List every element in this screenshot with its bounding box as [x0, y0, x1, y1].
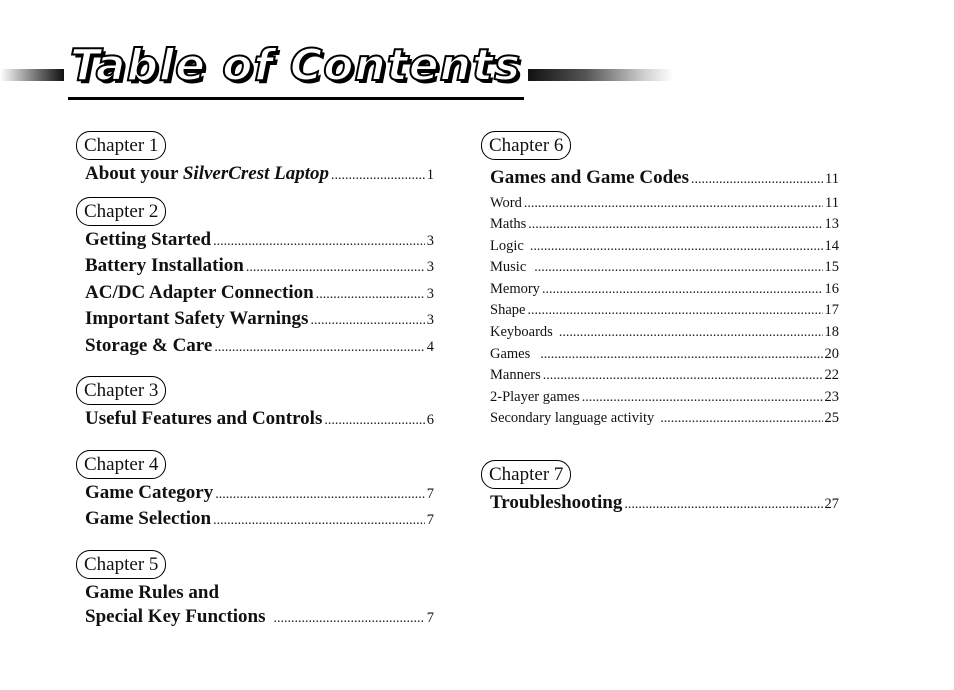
- toc-subentry[interactable]: [490, 365, 839, 387]
- page-number: 11: [825, 194, 839, 211]
- leader-dots: [528, 215, 822, 236]
- chapter-2-tag: Chapter 2: [76, 197, 166, 226]
- entry-label: Important Safety Warnings: [85, 308, 309, 329]
- chapter-5-section: [76, 550, 434, 632]
- toc-subentry[interactable]: [490, 387, 839, 409]
- entry-label: Memory: [490, 280, 540, 297]
- toc-entry[interactable]: [490, 491, 839, 518]
- toc-entry[interactable]: [85, 307, 434, 334]
- page-number: 6: [426, 412, 434, 428]
- leader-dots: [215, 483, 425, 508]
- chapter-7-tag: Chapter 7: [481, 460, 571, 489]
- chapter-3-section: [76, 376, 434, 434]
- toc-subentry[interactable]: [490, 344, 839, 366]
- title-underline: [68, 97, 524, 100]
- toc-left-column: [76, 131, 434, 632]
- page-number: 17: [824, 302, 839, 319]
- leader-dots: [213, 509, 425, 534]
- page-number: 27: [824, 496, 839, 513]
- title-bar-right: [528, 69, 673, 81]
- toc-subentry[interactable]: [490, 322, 839, 344]
- page-title: Table of Contents: [70, 40, 522, 91]
- toc-entry[interactable]: [85, 162, 434, 189]
- page-number: 16: [824, 280, 839, 297]
- page-number: 23: [824, 388, 839, 405]
- page-number: 20: [824, 345, 839, 362]
- entry-label: Maths: [490, 216, 527, 233]
- toc-subentry[interactable]: [490, 408, 839, 430]
- toc-entry[interactable]: [85, 281, 434, 308]
- entry-label: Game Selection: [85, 508, 212, 529]
- entry-label: Logic: [490, 237, 524, 254]
- toc-entry[interactable]: [85, 334, 434, 361]
- title-bar-left: [0, 69, 64, 81]
- toc-subentry[interactable]: [490, 193, 839, 215]
- leader-dots: [316, 283, 425, 308]
- entry-label: Game Category: [85, 481, 214, 503]
- entry-label: Games and Game Codes: [490, 167, 689, 188]
- entry-label: Word: [490, 194, 522, 211]
- toc-entry-line1[interactable]: [85, 581, 434, 606]
- page-number: 11: [825, 171, 839, 187]
- chapter-1-tag: Chapter 1: [76, 131, 166, 160]
- entry-label: Music: [490, 259, 527, 276]
- leader-dots: [540, 345, 822, 366]
- toc-entry[interactable]: [85, 254, 434, 281]
- chapter-3-tag: Chapter 3: [76, 376, 166, 405]
- leader-dots: [624, 493, 822, 518]
- leader-dots: [542, 280, 823, 301]
- page-number: 7: [426, 610, 434, 626]
- chapter-6-section: [481, 131, 839, 430]
- entry-label: Useful Features and Controls: [85, 408, 323, 429]
- entry-label: Secondary language activity: [490, 410, 655, 427]
- leader-dots: [527, 301, 822, 322]
- page-number: 7: [426, 485, 434, 502]
- entry-label: Game Rules and: [85, 581, 220, 603]
- leader-dots: [214, 336, 424, 361]
- leader-dots: [274, 607, 425, 632]
- leader-dots: [246, 256, 425, 281]
- toc-entry[interactable]: [490, 166, 839, 193]
- chapter-7-section: [481, 460, 839, 518]
- leader-dots: [530, 237, 823, 258]
- entry-label: Games: [490, 345, 531, 362]
- entry-label: Keyboards: [490, 324, 553, 341]
- toc-entry[interactable]: [85, 228, 434, 255]
- page-number: 4: [426, 338, 434, 355]
- leader-dots: [543, 366, 823, 387]
- leader-dots: [213, 230, 425, 255]
- toc-entry[interactable]: [85, 605, 434, 632]
- leader-dots: [660, 409, 822, 430]
- page-number: 3: [426, 259, 434, 275]
- page-number: 18: [824, 324, 839, 341]
- page-number: 14: [824, 237, 839, 254]
- chapter-4-tag: Chapter 4: [76, 450, 166, 479]
- leader-dots: [324, 409, 424, 434]
- toc-entry[interactable]: [85, 407, 434, 434]
- page-number: 25: [824, 410, 839, 427]
- entry-label: About your SilverCrest Laptop: [85, 163, 330, 184]
- entry-label: Storage & Care: [85, 334, 213, 356]
- toc-entry[interactable]: [85, 481, 434, 508]
- leader-dots: [331, 164, 425, 189]
- toc-entry[interactable]: [85, 507, 434, 534]
- entry-label: Manners: [490, 367, 541, 384]
- leader-dots: [691, 168, 823, 193]
- toc-subentry[interactable]: [490, 214, 839, 236]
- entry-label: Getting Started: [85, 228, 212, 250]
- page-number: 1: [426, 167, 434, 183]
- leader-dots: [524, 194, 823, 215]
- page-number: 3: [426, 232, 434, 249]
- entry-label: Special Key Functions: [85, 606, 266, 627]
- leader-dots: [559, 323, 823, 344]
- leader-dots: [534, 258, 822, 279]
- page-number: 15: [824, 259, 839, 276]
- chapter-2-section: [76, 197, 434, 361]
- toc-subentry[interactable]: [490, 300, 839, 322]
- entry-label: Shape: [490, 302, 526, 319]
- toc-subentry[interactable]: [490, 236, 839, 258]
- chapter-1-section: [76, 131, 434, 189]
- chapter-4-section: [76, 450, 434, 534]
- chapter-5-tag: Chapter 5: [76, 550, 166, 579]
- toc-subentry[interactable]: [490, 279, 839, 301]
- page-number: 22: [824, 367, 839, 384]
- toc-right-column: [481, 131, 839, 518]
- leader-dots: [310, 309, 424, 334]
- page-number: 3: [426, 285, 434, 302]
- page-number: 3: [426, 312, 434, 328]
- entry-label: 2-Player games: [490, 388, 580, 405]
- page-number: 13: [824, 216, 839, 233]
- page-number: 7: [426, 512, 434, 528]
- chapter-6-tag: Chapter 6: [481, 131, 571, 160]
- entry-label: Troubleshooting: [490, 492, 623, 514]
- leader-dots: [582, 388, 823, 409]
- entry-label: AC/DC Adapter Connection: [85, 281, 314, 303]
- entry-label: Battery Installation: [85, 255, 244, 276]
- toc-subentry[interactable]: [490, 257, 839, 279]
